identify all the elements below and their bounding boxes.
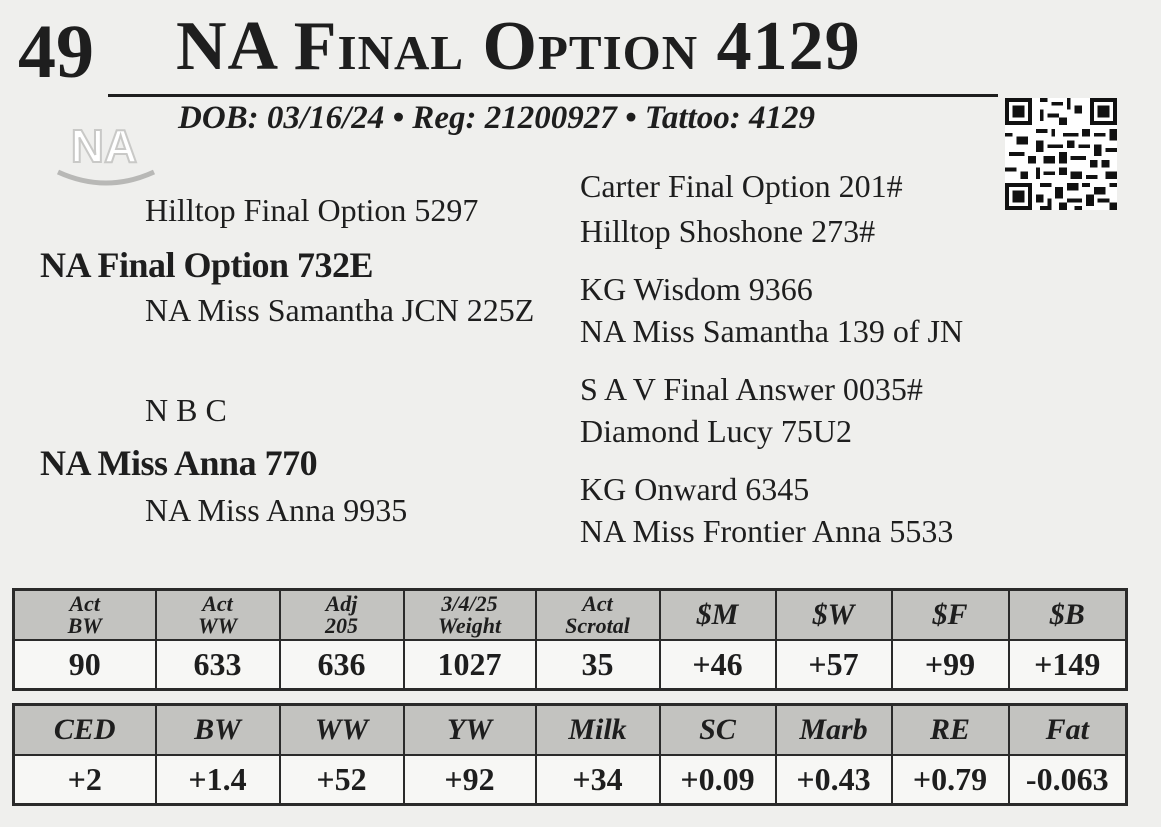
header-ww: WW — [280, 705, 404, 756]
value-act-ww: 633 — [156, 640, 280, 690]
dam-dam-dam: NA Miss Frontier Anna 5533 — [580, 513, 954, 549]
value-m-index: +46 — [660, 640, 776, 690]
header-sc: SC — [660, 705, 776, 756]
header-bw: BW — [156, 705, 280, 756]
header-adj-205: Adj 205 — [280, 590, 404, 641]
dam-sire-dam: Diamond Lucy 75U2 — [580, 413, 852, 449]
value-w-index: +57 — [776, 640, 892, 690]
animal-name: NA Final Option 4129 — [176, 8, 861, 85]
header-milk: Milk — [536, 705, 660, 756]
header-b-index: $B — [1009, 590, 1127, 641]
dam-sire: N B C — [145, 392, 227, 428]
sire-sire-sire: Carter Final Option 201# — [580, 168, 903, 204]
sire-sire-dam: Hilltop Shoshone 273# — [580, 213, 876, 249]
value-ced: +2 — [14, 755, 156, 805]
qr-code-icon — [1004, 98, 1118, 210]
header-m-index: $M — [660, 590, 776, 641]
value-milk: +34 — [536, 755, 660, 805]
registration-line: DOB: 03/16/24 • Reg: 21200927 • Tattoo: 4129 — [178, 100, 815, 136]
dam-dam: NA Miss Anna 9935 — [145, 492, 408, 528]
value-bw: +1.4 — [156, 755, 280, 805]
dam-dam-sire: KG Onward 6345 — [580, 471, 810, 507]
dam-sire-sire: S A V Final Answer 0035# — [580, 371, 923, 407]
value-weight: 1027 — [404, 640, 536, 690]
value-act-bw: 90 — [14, 640, 156, 690]
header-ced: CED — [14, 705, 156, 756]
epd-table — [12, 703, 1128, 806]
header-act-ww: Act WW — [156, 590, 280, 641]
value-b-index: +149 — [1009, 640, 1127, 690]
header-re: RE — [892, 705, 1009, 756]
title-rule — [108, 94, 998, 97]
value-act-scrotal: 35 — [536, 640, 660, 690]
value-adj-205: 636 — [280, 640, 404, 690]
sire-dam-dam: NA Miss Samantha 139 of JN — [580, 313, 964, 349]
header-weight: 3/4/25 Weight — [404, 590, 536, 641]
header-f-index: $F — [892, 590, 1009, 641]
na-logo-icon — [54, 118, 158, 192]
value-re: +0.79 — [892, 755, 1009, 805]
value-sc: +0.09 — [660, 755, 776, 805]
value-f-index: +99 — [892, 640, 1009, 690]
header-act-bw: Act BW — [14, 590, 156, 641]
header-act-scrotal: Act Scrotal — [536, 590, 660, 641]
value-marb: +0.43 — [776, 755, 892, 805]
sire-dam: NA Miss Samantha JCN 225Z — [145, 292, 535, 328]
value-fat: -0.063 — [1009, 755, 1127, 805]
lot-number: 49 — [18, 10, 94, 94]
header-fat: Fat — [1009, 705, 1127, 756]
sire: NA Final Option 732E — [40, 245, 374, 285]
sire-sire: Hilltop Final Option 5297 — [145, 192, 479, 228]
header-w-index: $W — [776, 590, 892, 641]
dam: NA Miss Anna 770 — [40, 443, 318, 483]
performance-table — [12, 588, 1128, 691]
header-yw: YW — [404, 705, 536, 756]
sire-dam-sire: KG Wisdom 9366 — [580, 271, 813, 307]
logo-text: NA — [70, 120, 138, 172]
value-ww: +52 — [280, 755, 404, 805]
header-marb: Marb — [776, 705, 892, 756]
value-yw: +92 — [404, 755, 536, 805]
